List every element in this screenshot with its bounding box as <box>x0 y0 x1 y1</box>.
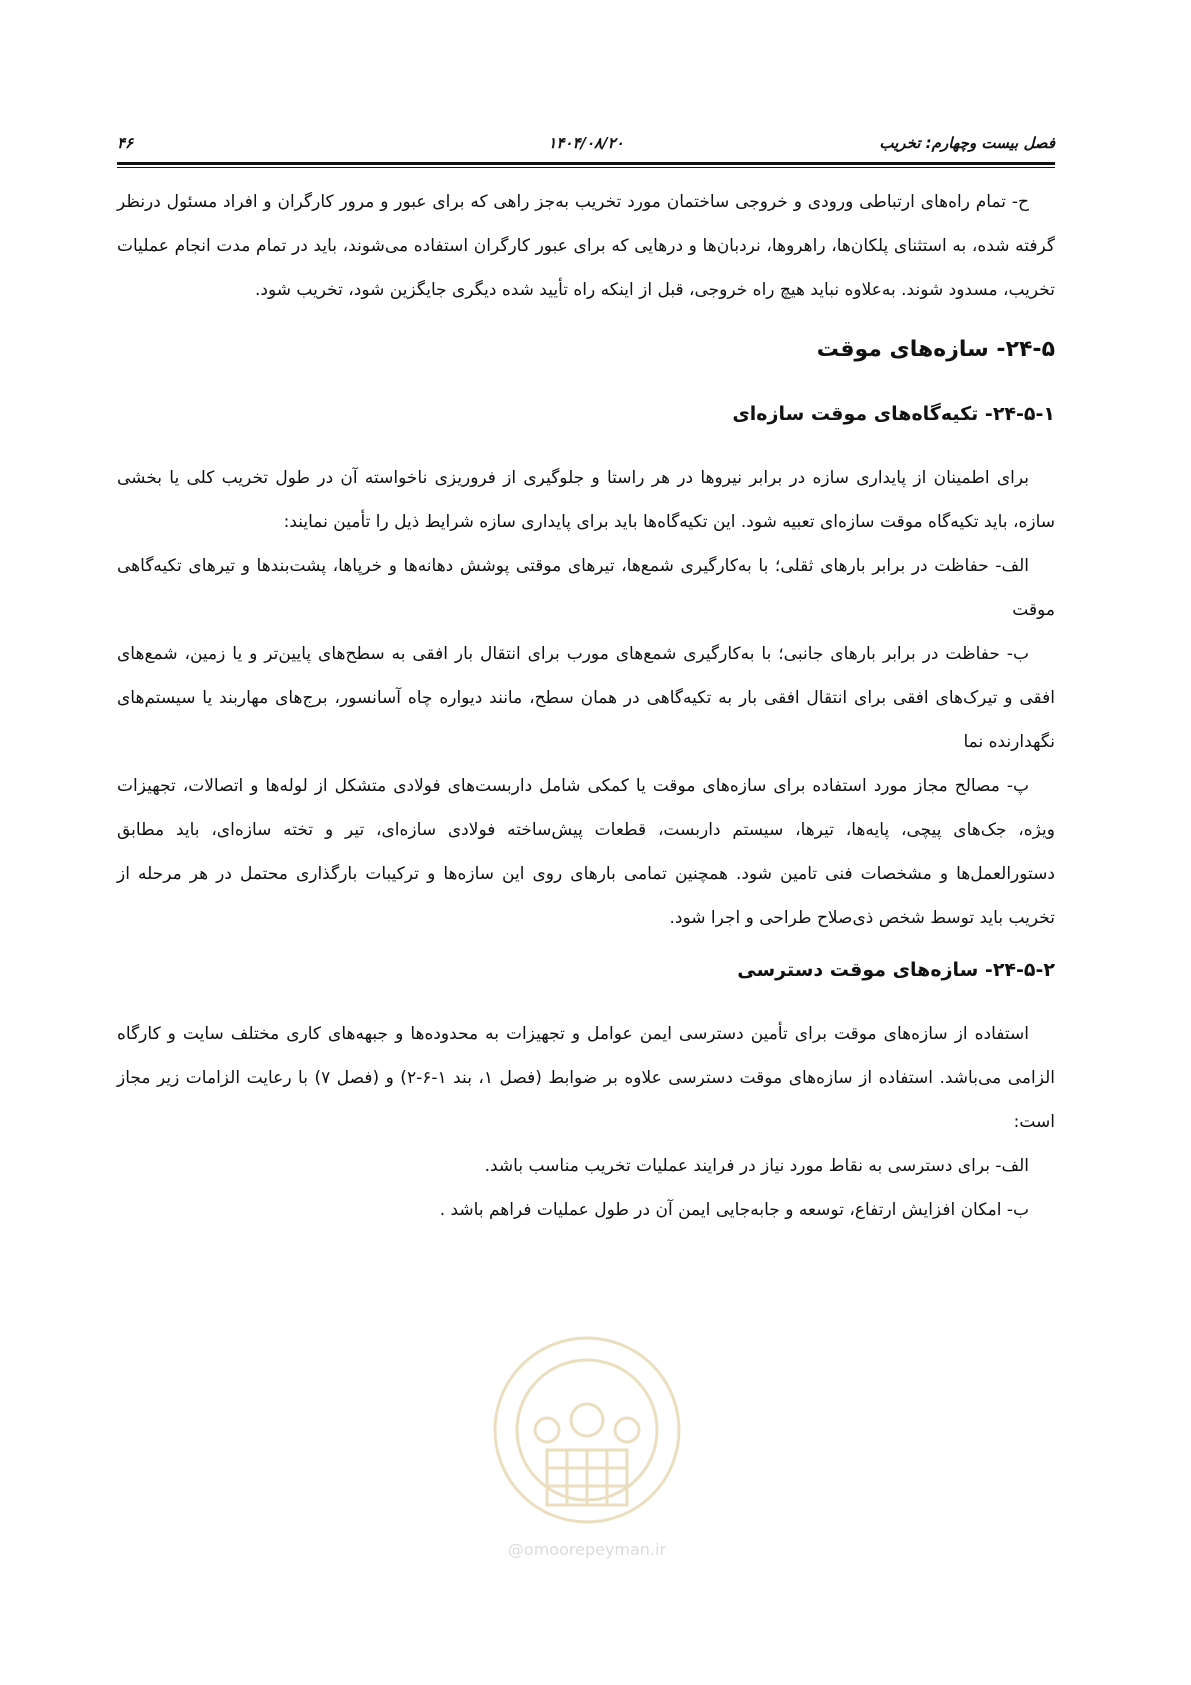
subsection-heading-2: ۲۴-۵-۲- سازه‌های موقت دسترسی <box>737 959 1055 981</box>
watermark-logo <box>487 1320 687 1570</box>
subsection1-item-b: ب- حفاظت در برابر بارهای جانبی؛ با به‌کارگیری شمع‌های مورب برای انتقال بار افقی به سطح‌های پایین‌تر و یا زمین، شمع‌های افقی و تیرک‌های افقی برای انتقال افقی بار به تکیه‌گاهی در همان سطح، مانند دیواره چاه آسانسور، برج‌های مهاربند یا سیستم‌های نگهدارنده نما <box>117 644 1055 752</box>
subsection1-paragraph: برای اطمینان از پایداری سازه در برابر نیروها در هر راستا و جلوگیری از فروریزی ناخواسته آن در طول تخریب کلی یا بخشی سازه، باید تکیه‌گاه موقت سازه‌ای تعبیه شود. این تکیه‌گاه‌ها باید برای پایداری سازه شرایط ذیل را تأمین نمایند: <box>117 468 1055 532</box>
watermark-url: @omoorepeyman.ir <box>507 1540 667 1559</box>
subsection2-item-b: ب- امکان افزایش ارتفاع، توسعه و جابه‌جایی ایمن آن در طول عملیات فراهم باشد . <box>439 1200 1029 1220</box>
header-rule-thin <box>117 167 1055 168</box>
watermark-emblem-icon <box>487 1320 687 1535</box>
intro-paragraph: ح- تمام راه‌های ارتباطی ورودی و خروجی ساختمان مورد تخریب به‌جز راهی که برای عبور و مرور کارگران و افراد مسئول درنظر گرفته شده، به استثنای پلکان‌ها، راهروها، نردبان‌ها و درهایی که برای عبور کارگران استفاده می‌شوند، باید در تمام مدت انجام عملیات تخریب، مسدود شوند. به‌علاوه نباید هیچ راه خروجی، قبل از اینکه راه تأیید شده دیگری جایگزین شود، تخریب شود. <box>117 192 1055 300</box>
subsection2-paragraph: استفاده از سازه‌های موقت برای تأمین دسترسی ایمن عوامل و تجهیزات به محدوده‌ها و جبهه‌های کاری مختلف سایت و کارگاه الزامی می‌باشد. استفاده از سازه‌های موقت دسترسی علاوه بر ضوابط (فصل ۱، بند ۱-۶-۲) و (فصل ۷) با رعایت الزامات زیر مجاز است: <box>117 1024 1055 1132</box>
section-heading: ۲۴-۵- سازه‌های موقت <box>816 337 1055 362</box>
page-header <box>117 130 1055 160</box>
subsection1-item-a: الف- حفاظت در برابر بارهای ثقلی؛ با به‌کارگیری شمع‌ها، تیرهای موقتی پوشش دهانه‌ها و خرپاها، پشت‌بندها و تیرهای تکیه‌گاهی موقت <box>117 556 1055 620</box>
header-rule-thick <box>117 162 1055 165</box>
header-page-number: ۴۶ <box>117 134 134 152</box>
header-chapter-title: فصل بیست وچهارم: تخریب <box>879 134 1055 152</box>
header-date: ۱۴۰۴/۰۸/۲۰ <box>548 134 624 152</box>
subsection1-item-c: پ- مصالح مجاز مورد استفاده برای سازه‌های موقت یا کمکی شامل داربست‌های فولادی متشکل از لوله‌ها و اتصالات، تجهیزات ویژه، جک‌های پیچی، پایه‌ها، تیرها، سیستم داربست، قطعات پیش‌ساخته فولادی سازه‌ای، تیر و تخته سازه‌ای، باید مطابق دستورالعمل‌ها و مشخصات فنی تامین شود. همچنین تمامی بارهای روی این سازه‌ها و ترکیبات بارگذاری محتمل در هر مرحله از تخریب باید توسط شخص ذی‌صلاح طراحی و اجرا شود. <box>117 776 1055 928</box>
subsection-heading-1: ۲۴-۵-۱- تکیه‌گاه‌های موقت سازه‌ای <box>732 403 1055 425</box>
page-body <box>117 180 1055 1232</box>
subsection2-item-a: الف- برای دسترسی به نقاط مورد نیاز در فرایند عملیات تخریب مناسب باشد. <box>484 1156 1029 1176</box>
